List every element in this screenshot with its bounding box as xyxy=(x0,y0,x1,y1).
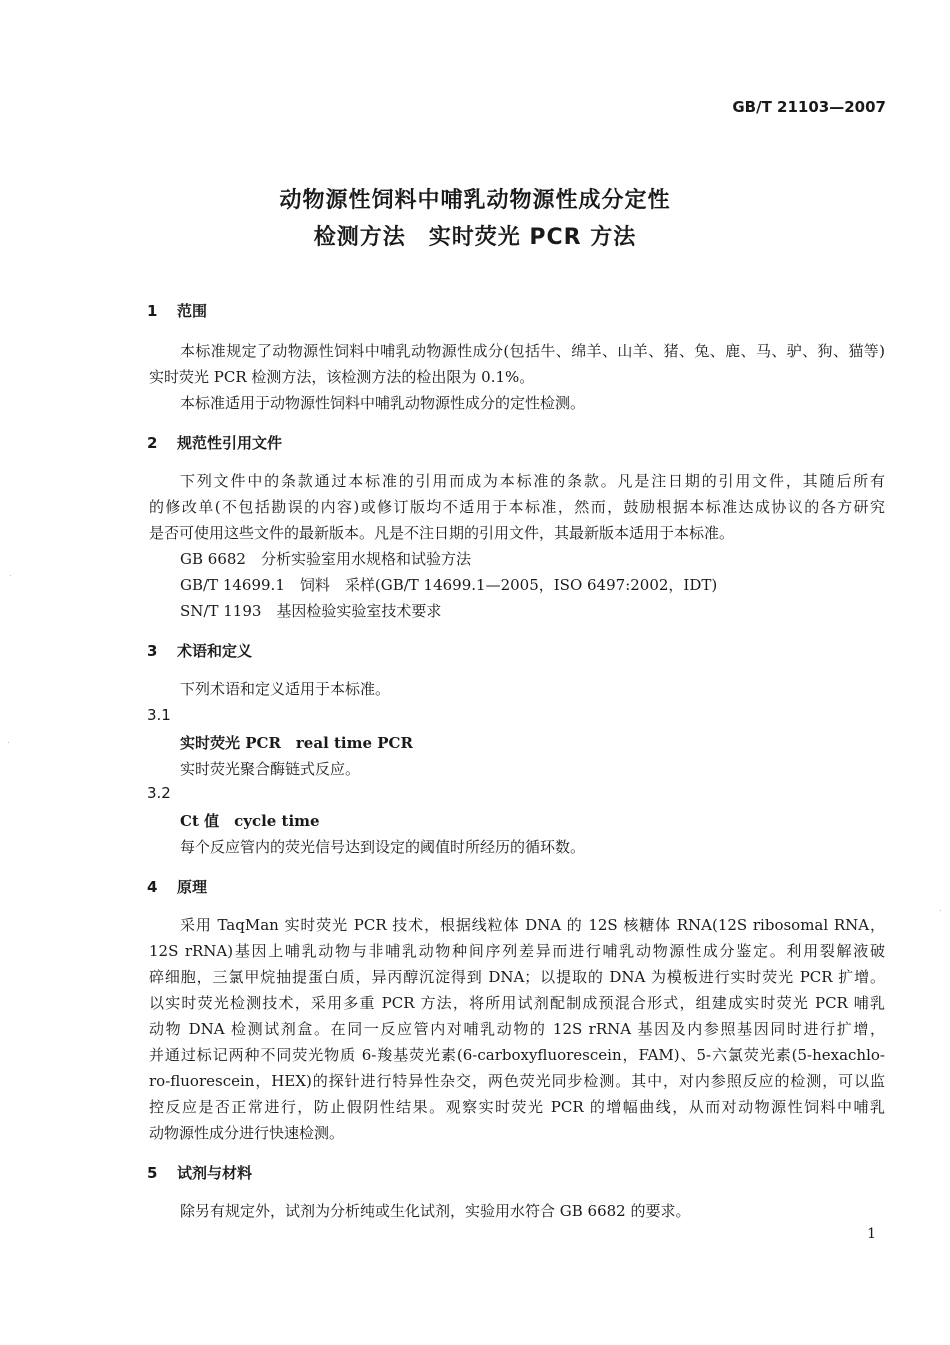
section-number: 1 xyxy=(147,302,158,320)
term-number: 3.1 xyxy=(147,706,171,724)
paragraph-line: 本标准规定了动物源性饲料中哺乳动物源性成分(包括牛、绵羊、山羊、猪、兔、鹿、马、驴、狗、猫等) xyxy=(180,342,885,360)
term-name: 实时荧光 PCR real time PCR xyxy=(180,734,413,752)
document-title-line2: 检测方法 实时荧光 PCR 方法 xyxy=(313,225,637,250)
paragraph-line: 并通过标记两种不同荧光物质 6-羧基荧光素(6-carboxyfluorescein，FAM)、5-六氯荧光素(5-hexachlo- xyxy=(149,1046,885,1064)
reference-item: GB/T 14699.1 饲料 采样(GB/T 14699.1—2005，ISO 6497:2002，IDT) xyxy=(180,576,718,594)
reference-item: SN/T 1193 基因检验实验室技术要求 xyxy=(180,602,442,620)
scan-speck xyxy=(10,575,11,576)
section-title: 范围 xyxy=(177,302,208,320)
paragraph-line: 是否可使用这些文件的最新版本。凡是不注日期的引用文件，其最新版本适用于本标准。 xyxy=(149,524,735,542)
paragraph-line: 碎细胞，三氯甲烷抽提蛋白质，异丙醇沉淀得到 DNA；以提取的 DNA 为模板进行实时荧光 PCR 扩增。 xyxy=(149,968,885,986)
paragraph-line: 12S rRNA)基因上哺乳动物与非哺乳动物种间序列差异而进行哺乳动物源性成分鉴定。利用裂解液破 xyxy=(149,942,885,960)
paragraph-line: 动物 DNA 检测试剂盒。在同一反应管内对哺乳动物的 12S rRNA 基因及内参照基因同时进行扩增， xyxy=(149,1020,885,1038)
paragraph-line: 动物源性成分进行快速检测。 xyxy=(149,1124,345,1142)
term-definition: 每个反应管内的荧光信号达到设定的阈值时所经历的循环数。 xyxy=(180,838,586,856)
paragraph-line: 的修改单(不包括勘误的内容)或修订版均不适用于本标准，然而，鼓励根据本标准达成协议的各方研究 xyxy=(149,498,885,516)
section-4-heading xyxy=(147,876,207,897)
paragraph-line: 下列文件中的条款通过本标准的引用而成为本标准的条款。凡是注日期的引用文件，其随后所有 xyxy=(180,472,885,490)
section-title: 术语和定义 xyxy=(177,642,253,660)
section-2-heading xyxy=(147,432,282,453)
section-3-heading xyxy=(147,640,252,661)
scan-speck xyxy=(940,910,941,911)
section-number: 5 xyxy=(147,1164,158,1182)
paragraph-line: 采用 TaqMan 实时荧光 PCR 技术，根据线粒体 DNA 的 12S 核糖体 RNA(12S ribosomal RNA， xyxy=(180,916,885,934)
paragraph: 除另有规定外，试剂为分析纯或生化试剂，实验用水符合 GB 6682 的要求。 xyxy=(180,1202,691,1220)
section-number: 2 xyxy=(147,434,158,452)
section-number: 3 xyxy=(147,642,158,660)
paragraph: 本标准适用于动物源性饲料中哺乳动物源性成分的定性检测。 xyxy=(180,394,586,412)
paragraph-line: 控反应是否正常进行，防止假阴性结果。观察实时荧光 PCR 的增幅曲线，从而对动物源性饲料中哺乳 xyxy=(149,1098,885,1116)
scan-speck xyxy=(8,742,9,743)
paragraph-line: 以实时荧光检测技术，采用多重 PCR 方法，将所用试剂配制成预混合形式，组建成实时荧光 PCR 哺乳 xyxy=(149,994,885,1012)
standard-number: GB/T 21103—2007 xyxy=(732,98,886,116)
page-number: 1 xyxy=(867,1226,876,1242)
section-1-heading xyxy=(147,300,207,321)
term-name: Ct 值 cycle time xyxy=(180,812,320,830)
reference-item: GB 6682 分析实验室用水规格和试验方法 xyxy=(180,550,471,568)
term-number: 3.2 xyxy=(147,784,171,802)
paragraph: 下列术语和定义适用于本标准。 xyxy=(180,680,391,698)
paragraph-line: 实时荧光 PCR 检测方法，该检测方法的检出限为 0.1%。 xyxy=(149,368,535,386)
document-title-line1: 动物源性饲料中哺乳动物源性成分定性 xyxy=(279,188,671,213)
section-title: 试剂与材料 xyxy=(177,1164,253,1182)
section-5-heading xyxy=(147,1162,252,1183)
paragraph-line: ro-fluorescein，HEX)的探针进行特异性杂交，两色荧光同步检测。其中，对内参照反应的检测，可以监 xyxy=(149,1072,885,1090)
term-definition: 实时荧光聚合酶链式反应。 xyxy=(180,760,361,778)
section-title: 规范性引用文件 xyxy=(177,434,283,452)
section-title: 原理 xyxy=(177,878,208,896)
section-number: 4 xyxy=(147,878,158,896)
